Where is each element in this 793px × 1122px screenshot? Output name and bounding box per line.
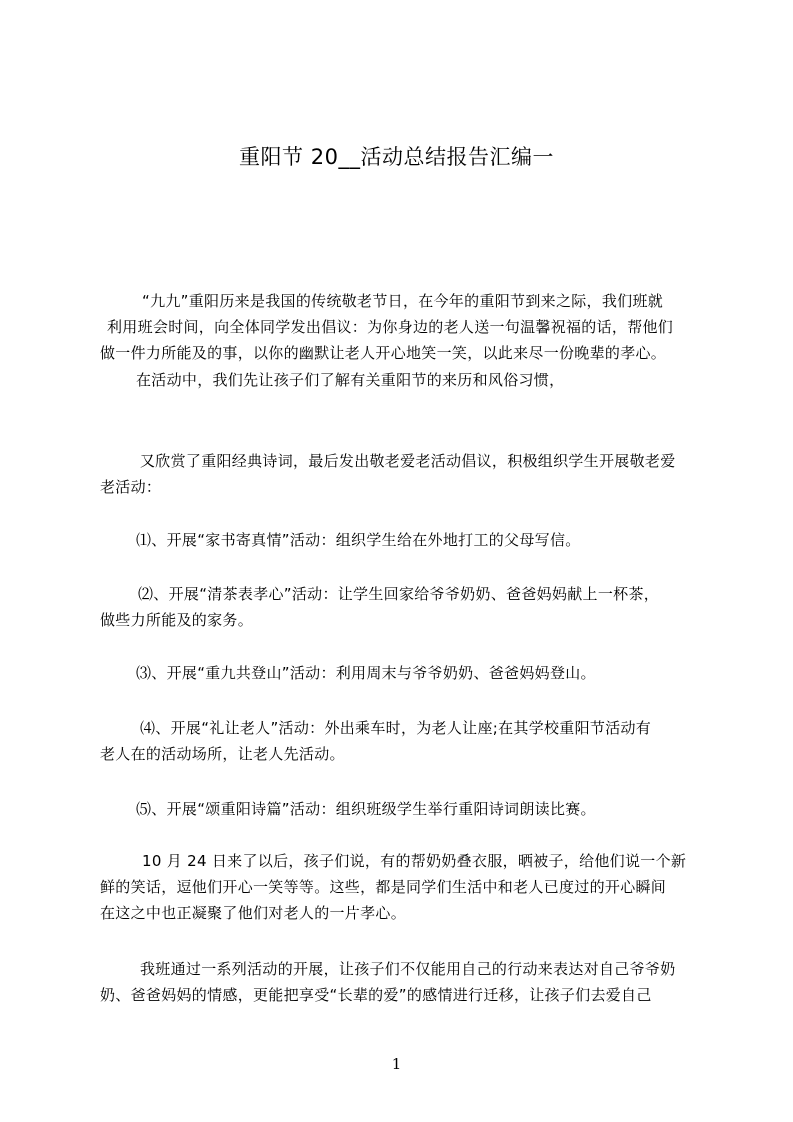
text-line: 鲜的笑话，逗他们开心一笑等等。这些，都是同学们生活中和老人已度过的开心瞬间 [100, 878, 667, 896]
text-line: 利用班会时间，向全体同学发出倡议：为你身边的老人送一句温馨祝福的话，帮他们 [107, 318, 674, 336]
activity-item-4 [100, 715, 700, 767]
text-line: 老活动： [100, 478, 162, 496]
text-line: ⑵、开展“清茶表孝心”活动：让学生回家给爷爷奶奶、爸爸妈妈献上一杯茶， [138, 585, 660, 603]
activity-item-5 [100, 796, 700, 822]
activity-item-3 [100, 660, 700, 686]
paragraph-october-24 [100, 848, 700, 926]
text-line: 又欣赏了重阳经典诗词，最后发出敬老爱老活动倡议，积极组织学生开展敬老爱 [140, 452, 676, 470]
paragraph-summary [100, 956, 700, 1008]
activity-item-2 [100, 581, 700, 633]
paragraph-poetry [100, 448, 700, 500]
document-title: 重阳节 20__活动总结报告汇编一 [239, 145, 554, 169]
text-line: ⑷、开展“礼让老人”活动：外出乘车时，为老人让座;在其学校重阳节活动有 [140, 719, 652, 737]
text-line: 10 月 24 日来了以后，孩子们说，有的帮奶奶叠衣服，晒被子，给他们说一个新 [142, 852, 687, 870]
text-line: ⑸、开展“颂重阳诗篇”活动：组织班级学生举行重阳诗词朗读比赛。 [136, 800, 596, 818]
text-line: 奶、爸爸妈妈的情感，更能把享受“长辈的爱”的感情进行迁移，让孩子们去爱自己 [100, 986, 652, 1004]
text-line: 在活动中，我们先让孩子们了解有关重阳节的来历和风俗习惯， [136, 371, 565, 389]
text-line: ⑶、开展“重九共登山”活动：利用周末与爷爷奶奶、爸爸妈妈登山。 [136, 664, 596, 682]
paragraph-activities-intro [100, 367, 700, 393]
page-number: 1 [391, 1055, 402, 1073]
text-line: 做些力所能及的家务。 [100, 611, 254, 629]
text-line: 我班通过一系列活动的开展，让孩子们不仅能用自己的行动来表达对自己爷爷奶 [140, 960, 676, 978]
text-line: 老人在的活动场所，让老人先活动。 [100, 745, 345, 763]
paragraph-intro [100, 288, 700, 366]
text-line: ⑴、开展“家书寄真情”活动：组织学生给在外地打工的父母写信。 [136, 531, 581, 549]
text-line: “九九”重阳历来是我国的传统敬老节日，在今年的重阳节到来之际，我们班就 [142, 292, 664, 310]
text-line: 在这之中也正凝聚了他们对老人的一片孝心。 [100, 904, 407, 922]
activity-item-1 [100, 527, 700, 553]
text-line: 做一件力所能及的事，以你的幽默让老人开心地笑一笑，以此来尽一份晚辈的孝心。 [100, 344, 667, 362]
